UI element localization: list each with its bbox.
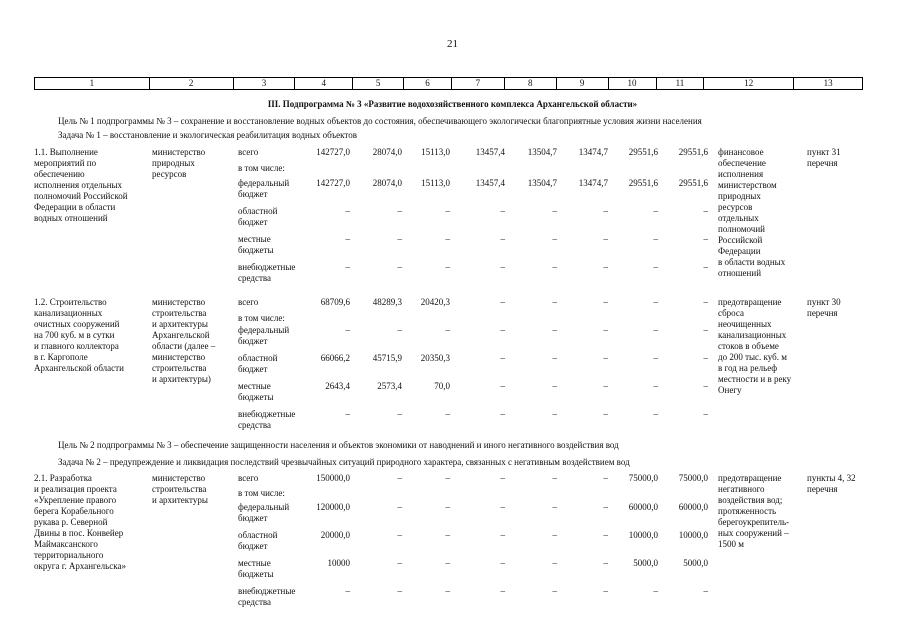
funding-value: – <box>653 262 658 272</box>
funding-value: – <box>397 325 402 335</box>
activity-reference: пункты 4, 32 перечня <box>807 473 856 494</box>
funding-value: – <box>500 558 505 568</box>
funding-value: 20420,3 <box>420 297 450 307</box>
funding-row <box>34 558 863 586</box>
funding-value: – <box>603 234 608 244</box>
funding-value: 13474,7 <box>578 147 608 157</box>
funding-value: – <box>703 297 708 307</box>
funding-value: – <box>500 206 505 216</box>
funding-source: местные бюджеты <box>238 558 274 579</box>
funding-value: 5000,0 <box>633 558 658 568</box>
funding-value: – <box>500 381 505 391</box>
funding-row <box>34 586 863 614</box>
column-number: 3 <box>233 78 295 89</box>
funding-value: 70,0 <box>434 381 450 391</box>
funding-value: 75000,0 <box>678 473 708 483</box>
funding-value: – <box>603 353 608 363</box>
funding-value: – <box>397 586 402 596</box>
funding-source: местные бюджеты <box>238 381 274 402</box>
column-number: 10 <box>608 78 656 89</box>
funding-value: 13457,4 <box>475 147 505 157</box>
funding-row <box>34 409 863 437</box>
funding-value: – <box>603 558 608 568</box>
funding-value: – <box>703 586 708 596</box>
funding-row <box>34 178 863 206</box>
funding-value: 2573,4 <box>377 381 402 391</box>
funding-value: 75000,0 <box>628 473 658 483</box>
funding-value: 29551,6 <box>628 147 658 157</box>
column-number: 13 <box>793 78 862 89</box>
funding-row <box>34 325 863 353</box>
funding-value: – <box>500 297 505 307</box>
funding-value: – <box>653 409 658 419</box>
funding-value: 142727,0 <box>316 178 350 188</box>
funding-value: – <box>552 558 557 568</box>
funding-value: 10000 <box>327 558 350 568</box>
funding-value: – <box>703 409 708 419</box>
funding-value: 13504,7 <box>527 147 557 157</box>
column-number: 5 <box>352 78 403 89</box>
funding-value: – <box>445 234 450 244</box>
activity-name: 1.1. Выполнение мероприятий по обеспечению исполнения отдельных полномочий Российской Федерации в области водных отношений <box>34 147 128 223</box>
funding-value: 28074,0 <box>372 178 402 188</box>
goal-1-text: Цель № 1 подпрограммы № 3 – сохранение и восстановление водных объектов до состояния, обеспечивающего экологически благоприятные условия жизни населения <box>58 116 702 126</box>
funding-row <box>34 530 863 558</box>
funding-source: всего <box>238 297 259 307</box>
funding-row <box>34 262 863 290</box>
funding-value: 15113,0 <box>421 178 450 188</box>
funding-source: всего <box>238 147 259 157</box>
column-number: 2 <box>149 78 233 89</box>
funding-value: – <box>500 234 505 244</box>
column-number: 11 <box>656 78 704 89</box>
funding-value: – <box>500 353 505 363</box>
funding-value: – <box>603 262 608 272</box>
column-number: 8 <box>504 78 556 89</box>
funding-value: – <box>445 502 450 512</box>
funding-value: – <box>345 586 350 596</box>
page-number: 21 <box>447 38 458 50</box>
funding-value: – <box>603 381 608 391</box>
funding-value: – <box>500 262 505 272</box>
funding-value: – <box>552 502 557 512</box>
funding-value: – <box>603 409 608 419</box>
funding-value: 150000,0 <box>316 473 350 483</box>
funding-row <box>34 502 863 530</box>
funding-value: – <box>653 234 658 244</box>
funding-value: – <box>552 325 557 335</box>
funding-source: внебюджетные средства <box>238 409 296 430</box>
funding-value: 60000,0 <box>678 502 708 512</box>
funding-source: областной бюджет <box>238 206 278 227</box>
funding-value: – <box>397 473 402 483</box>
task-2-text: Задача № 2 – предупреждение и ликвидация последствий чрезвычайных ситуаций природного характера, связанных с негативным воздействием вод <box>58 457 630 467</box>
activity-reference: пункт 30 перечня <box>807 297 841 318</box>
funding-value: – <box>397 502 402 512</box>
funding-value: – <box>345 409 350 419</box>
funding-value: – <box>552 586 557 596</box>
funding-value: – <box>552 381 557 391</box>
funding-value: – <box>603 473 608 483</box>
funding-row <box>34 353 863 381</box>
funding-value: – <box>445 325 450 335</box>
funding-value: 29551,6 <box>678 147 708 157</box>
funding-value: 66066,2 <box>320 353 350 363</box>
funding-value: – <box>345 234 350 244</box>
funding-value: – <box>552 262 557 272</box>
funding-value: 120000,0 <box>316 502 350 512</box>
funding-value: – <box>500 586 505 596</box>
funding-value: – <box>445 262 450 272</box>
funding-value: – <box>445 530 450 540</box>
funding-value: 48289,3 <box>372 297 402 307</box>
funding-value: – <box>653 325 658 335</box>
activity-executor: министерство природных ресурсов <box>152 147 206 179</box>
column-number: 9 <box>556 78 608 89</box>
funding-value: – <box>552 473 557 483</box>
funding-value: – <box>397 206 402 216</box>
funding-value: – <box>653 353 658 363</box>
funding-value: – <box>552 353 557 363</box>
activity-name: 2.1. Разработка и реализация проекта «Укрепление правого берега Корабельного рукава р. Северной Двины в пос. Конвейер Маймаксанского территориального округа г. Архангельска» <box>34 473 126 571</box>
funding-source: областной бюджет <box>238 353 278 374</box>
column-number: 12 <box>703 78 793 89</box>
funding-row <box>34 381 863 409</box>
funding-row <box>34 234 863 262</box>
activity-reference: пункт 31 перечня <box>807 147 841 168</box>
funding-value: 20000,0 <box>320 530 350 540</box>
task-1-text: Задача № 1 – восстановление и экологическая реабилитация водных объектов <box>58 130 357 140</box>
funding-value: – <box>345 206 350 216</box>
activity-executor: министерство строительства и архитектуры Архангельской области (далее – министерство строительства и архитектуры) <box>152 297 216 384</box>
goal-2-text: Цель № 2 подпрограммы № 3 – обеспечение защищенности населения и объектов экономики от наводнений и иного негативного воздействия вод <box>58 440 619 450</box>
funding-value: 5000,0 <box>683 558 708 568</box>
funding-value: – <box>703 262 708 272</box>
funding-value: – <box>445 473 450 483</box>
funding-value: – <box>703 381 708 391</box>
funding-value: 13457,4 <box>475 178 505 188</box>
funding-value: – <box>397 558 402 568</box>
activity-result: предотвращение сброса неочищенных канализационных стоков в объеме до 200 тыс. куб. м в год на рельеф местности и в реку Онегу <box>718 297 792 395</box>
funding-source: федеральный бюджет <box>238 178 290 199</box>
funding-value: – <box>703 234 708 244</box>
funding-value: – <box>653 297 658 307</box>
funding-value: – <box>603 586 608 596</box>
funding-value: – <box>603 530 608 540</box>
funding-value: 142727,0 <box>316 147 350 157</box>
funding-value: – <box>345 325 350 335</box>
activity-result: предотвращение негативного воздействия вод; протяженность берегоукрепитель- ных сооружений – 1500 м <box>718 473 790 549</box>
funding-value: – <box>500 502 505 512</box>
funding-value: – <box>552 530 557 540</box>
funding-value: 45715,9 <box>372 353 402 363</box>
funding-value: 20350,3 <box>420 353 450 363</box>
funding-value: – <box>345 262 350 272</box>
activity-executor: министерство строительства и архитектуры <box>152 473 208 505</box>
funding-value: 68709,6 <box>320 297 350 307</box>
funding-source: федеральный бюджет <box>238 502 290 523</box>
funding-value: 10000,0 <box>678 530 708 540</box>
funding-value: – <box>397 262 402 272</box>
funding-value: – <box>653 381 658 391</box>
funding-value: – <box>552 234 557 244</box>
funding-value: – <box>445 206 450 216</box>
funding-source: федеральный бюджет <box>238 325 290 346</box>
funding-source: внебюджетные средства <box>238 586 296 607</box>
funding-value: – <box>500 409 505 419</box>
column-number: 7 <box>451 78 504 89</box>
funding-value: – <box>703 353 708 363</box>
column-number-header <box>34 77 863 90</box>
funding-value: – <box>552 297 557 307</box>
funding-value: – <box>445 409 450 419</box>
funding-value: – <box>653 586 658 596</box>
column-number: 1 <box>89 78 95 88</box>
funding-value: – <box>397 234 402 244</box>
activity-result: финансовое обеспечение исполнения министерством природных ресурсов отдельных полномочий Российской Федерации в области водных отношений <box>718 147 786 278</box>
funding-value: – <box>552 206 557 216</box>
funding-source: в том числе: <box>238 488 285 498</box>
funding-value: 60000,0 <box>628 502 658 512</box>
funding-value: 29551,6 <box>628 178 658 188</box>
funding-value: – <box>500 530 505 540</box>
subprogram-title: III. Подпрограмма № 3 «Развитие водохозяйственного комплекса Архангельской области» <box>267 99 638 109</box>
funding-row <box>34 206 863 234</box>
funding-source: в том числе: <box>238 313 285 323</box>
funding-value: – <box>500 325 505 335</box>
column-number: 6 <box>403 78 451 89</box>
funding-source: областной бюджет <box>238 530 278 551</box>
funding-source: местные бюджеты <box>238 234 274 255</box>
funding-value: – <box>603 502 608 512</box>
funding-value: 2643,4 <box>325 381 350 391</box>
funding-value: – <box>397 409 402 419</box>
funding-value: 28074,0 <box>372 147 402 157</box>
funding-value: 13474,7 <box>578 178 608 188</box>
funding-value: – <box>552 409 557 419</box>
funding-value: 10000,0 <box>628 530 658 540</box>
funding-value: 13504,7 <box>527 178 557 188</box>
activity-name: 1.2. Строительство канализационных очистных сооружений на 700 куб. м в сутки и главного коллектора в г. Каргополе Архангельской области <box>34 297 124 373</box>
funding-source: внебюджетные средства <box>238 262 296 283</box>
funding-value: – <box>603 297 608 307</box>
funding-source: всего <box>238 473 259 483</box>
funding-value: – <box>653 206 658 216</box>
funding-value: – <box>445 558 450 568</box>
funding-value: – <box>703 325 708 335</box>
funding-value: – <box>603 325 608 335</box>
funding-value: 15113,0 <box>421 147 450 157</box>
funding-value: – <box>500 473 505 483</box>
column-number: 4 <box>294 78 352 89</box>
funding-value: – <box>397 530 402 540</box>
funding-value: – <box>603 206 608 216</box>
funding-value: – <box>445 586 450 596</box>
funding-value: 29551,6 <box>678 178 708 188</box>
funding-source: в том числе: <box>238 163 285 173</box>
funding-value: – <box>703 206 708 216</box>
